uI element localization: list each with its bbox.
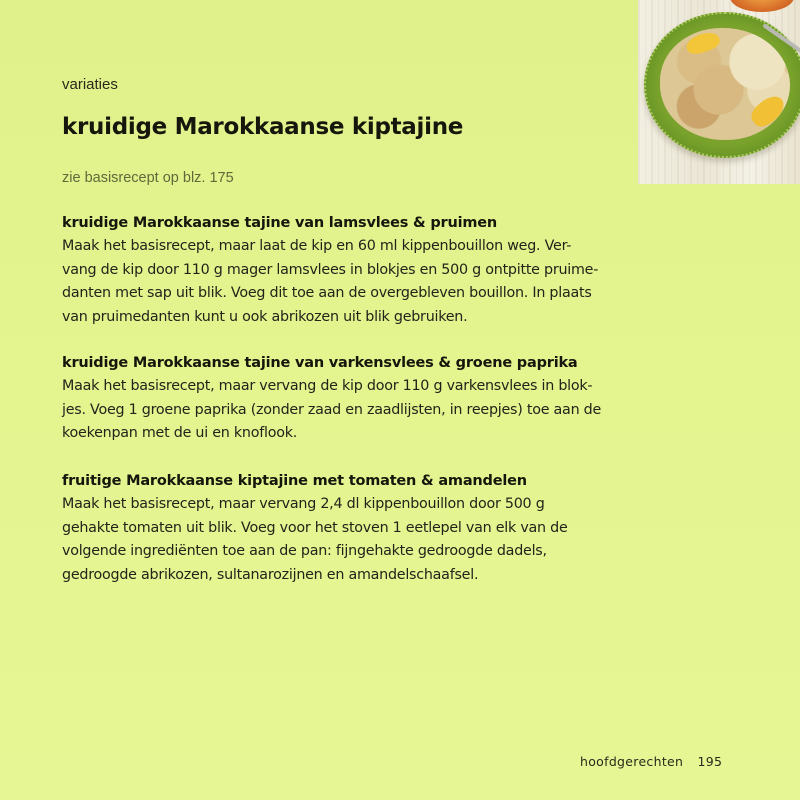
variant-text-line: gehakte tomaten uit blik. Voeg voor het stoven 1 eetlepel van elk van de bbox=[62, 519, 568, 536]
variant-text-line: gedroogde abrikozen, sultanarozijnen en amandelschaafsel. bbox=[62, 566, 479, 583]
variant-text-line: Maak het basisrecept, maar vervang 2,4 dl kippenbouillon door 500 g bbox=[62, 496, 545, 512]
variant-pork-pepper bbox=[62, 352, 622, 446]
variant-lamb-prunes bbox=[62, 212, 622, 329]
section-label: variaties bbox=[62, 76, 118, 93]
variant-heading: kruidige Marokkaanse tajine van lamsvlees & pruimen bbox=[62, 215, 498, 231]
dish-photo bbox=[638, 0, 800, 184]
variant-text-line: Maak het basisrecept, maar laat de kip en 60 ml kippenbouillon weg. Ver- bbox=[62, 238, 572, 254]
variant-text-line: van pruimedanten kunt u ook abrikozen uit blik gebruiken. bbox=[62, 308, 468, 325]
page-number: 195 bbox=[697, 754, 723, 769]
variant-text-line: volgende ingrediënten toe aan de pan: fijngehakte gedroogde dadels, bbox=[62, 543, 547, 559]
variant-heading: fruitige Marokkaanse kiptajine met tomaten & amandelen bbox=[62, 473, 527, 489]
page-footer bbox=[580, 754, 722, 769]
variant-text-line: koekenpan met de ui en knoflook. bbox=[62, 425, 298, 441]
variant-text-line: jes. Voeg 1 groene paprika (zonder zaad en zaadlijsten, in reepjes) toe aan de bbox=[62, 401, 602, 418]
variant-text-line: vang de kip door 110 g mager lamsvlees in blokjes en 500 g ontpitte pruime- bbox=[62, 261, 599, 278]
footer-section-name: hoofdgerechten bbox=[580, 754, 684, 769]
variant-text-line: danten met sap uit blik. Voeg dit toe aan de overgebleven bouillon. In plaats bbox=[62, 285, 592, 301]
variant-tomato-almond bbox=[62, 470, 622, 587]
base-recipe-reference: zie basisrecept op blz. 175 bbox=[62, 170, 234, 186]
variant-text-line: Maak het basisrecept, maar vervang de kip door 110 g varkensvlees in blok- bbox=[62, 378, 593, 394]
variant-heading: kruidige Marokkaanse tajine van varkensvlees & groene paprika bbox=[62, 355, 578, 371]
page-title: kruidige Marokkaanse kiptajine bbox=[62, 114, 464, 140]
